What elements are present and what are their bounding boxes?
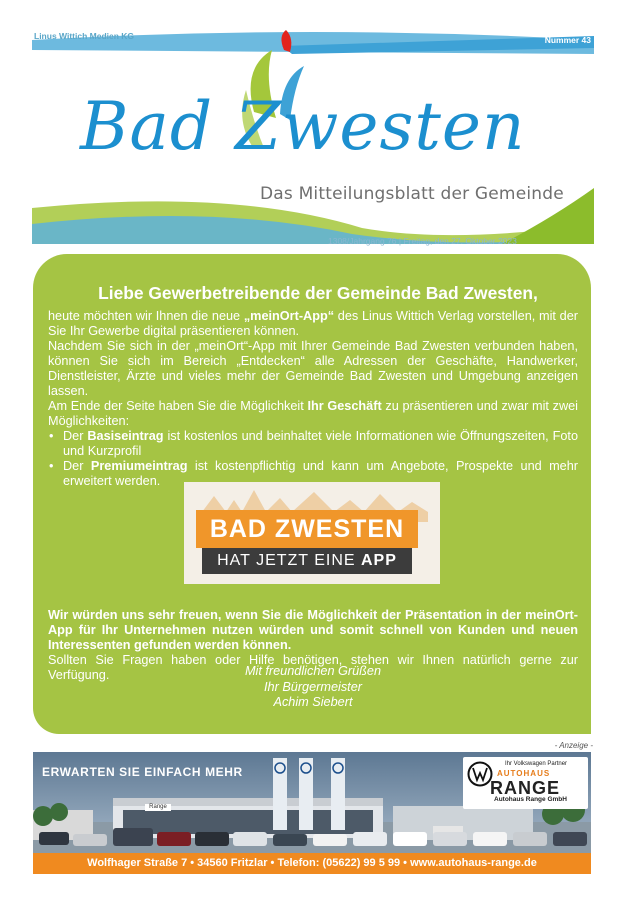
options-paragraph bbox=[48, 399, 578, 429]
banner-subtitle-bold: APP bbox=[361, 552, 397, 569]
banner-title: BAD ZWESTEN bbox=[209, 515, 405, 543]
issue-date-line: 1308/Jahrgang 76 | Freitag, den 27. Oktober 2023 bbox=[328, 236, 517, 246]
closing-name: Achim Siebert bbox=[273, 695, 353, 709]
list-item-pre: Der bbox=[63, 459, 91, 473]
newsletter-subtitle: Das Mitteilungsblatt der Gemeinde bbox=[260, 184, 564, 204]
ad-contact-footer: Wolfhager Straße 7 • 34560 Fritzlar • Telefon: (05622) 99 5 99 • www.autohaus-range.de bbox=[33, 853, 591, 874]
closing-title: Ihr Bürgermeister bbox=[263, 679, 362, 694]
intro-paragraph bbox=[48, 309, 578, 339]
invitation-paragraph: Wir würden uns sehr freuen, wenn Sie die Möglichkeit der Präsentation in der meinOrt-App für Ihr Unternehmen nutzen würden und somit schnell von Kunden und neuen Interessenten gefunden werden können. bbox=[48, 608, 578, 652]
options-bold: Ihr Geschäft bbox=[307, 399, 382, 413]
article-headline: Liebe Gewerbetreibende der Gemeinde Bad Zwesten, bbox=[98, 283, 538, 303]
banner-subtitle-text: HAT JETZT EINE bbox=[217, 552, 361, 569]
list-item-bold: Basiseintrag bbox=[87, 429, 164, 443]
app-name: „meinOrt-App“ bbox=[243, 309, 335, 323]
banner-subtitle bbox=[202, 551, 412, 571]
list-item-pre: Der bbox=[63, 429, 88, 443]
list-item-bold: Premiumeintrag bbox=[90, 459, 188, 473]
dealer-brand: RANGE bbox=[490, 778, 561, 798]
options-text: Am Ende der Seite haben Sie die Möglichkeit bbox=[48, 399, 308, 413]
ad-label: - Anzeige - bbox=[554, 741, 593, 750]
list-item-text: ist kostenpflichtig und kann um Angebote, Prospekte und mehr erweitert werden. bbox=[63, 459, 579, 488]
signature-block bbox=[48, 664, 578, 711]
options-list bbox=[48, 429, 578, 489]
vw-partner-label: Ihr Volkswagen Partner bbox=[505, 761, 568, 767]
publisher-name: Linus Wittich Medien KG bbox=[34, 31, 135, 41]
town-title-logo: Bad Zwesten bbox=[80, 88, 526, 165]
list-item bbox=[63, 429, 578, 459]
building-sign: Range bbox=[149, 804, 167, 810]
autohaus-label: AUTOHAUS bbox=[497, 769, 551, 778]
closing-greeting: Mit freundlichen Grüßen bbox=[244, 664, 382, 678]
intro-text-end: des Linus Wittich Verlag vorstellen, mit der Sie Ihr Gewerbe digital präsentieren können. bbox=[48, 309, 578, 338]
options-text-end: zu präsentieren und zwar mit zwei Möglichkeiten: bbox=[48, 399, 578, 428]
ad-slogan: ERWARTEN SIE EINFACH MEHR bbox=[42, 765, 243, 779]
issue-number: Nummer 43 bbox=[544, 35, 591, 45]
list-item-text: ist kostenlos und beinhaltet viele Informationen wie Öffnungszeiten, Foto und Kurzprofil bbox=[63, 429, 579, 458]
contact-paragraph: Sollten Sie Fragen haben oder Hilfe benötigen, stehen wir Ihnen natürlich gerne zur Verfügung. bbox=[48, 653, 578, 682]
intro-text: heute möchten wir Ihnen die neue bbox=[48, 309, 244, 323]
app-banner-image bbox=[184, 482, 440, 584]
discover-paragraph: Nachdem Sie sich in der „meinOrt“-App mit Ihrer Gemeinde Bad Zwesten verbunden haben, können Sie sich im Bereich „Entdecken“ alle Adressen der Geschäfte, Handwerker, Dienstleister, Ärzte und vieles mehr der Gemeinde Bad Zwesten und Umgebung anzeigen lassen. bbox=[48, 339, 578, 398]
dealer-company: Autohaus Range GmbH bbox=[494, 796, 567, 803]
